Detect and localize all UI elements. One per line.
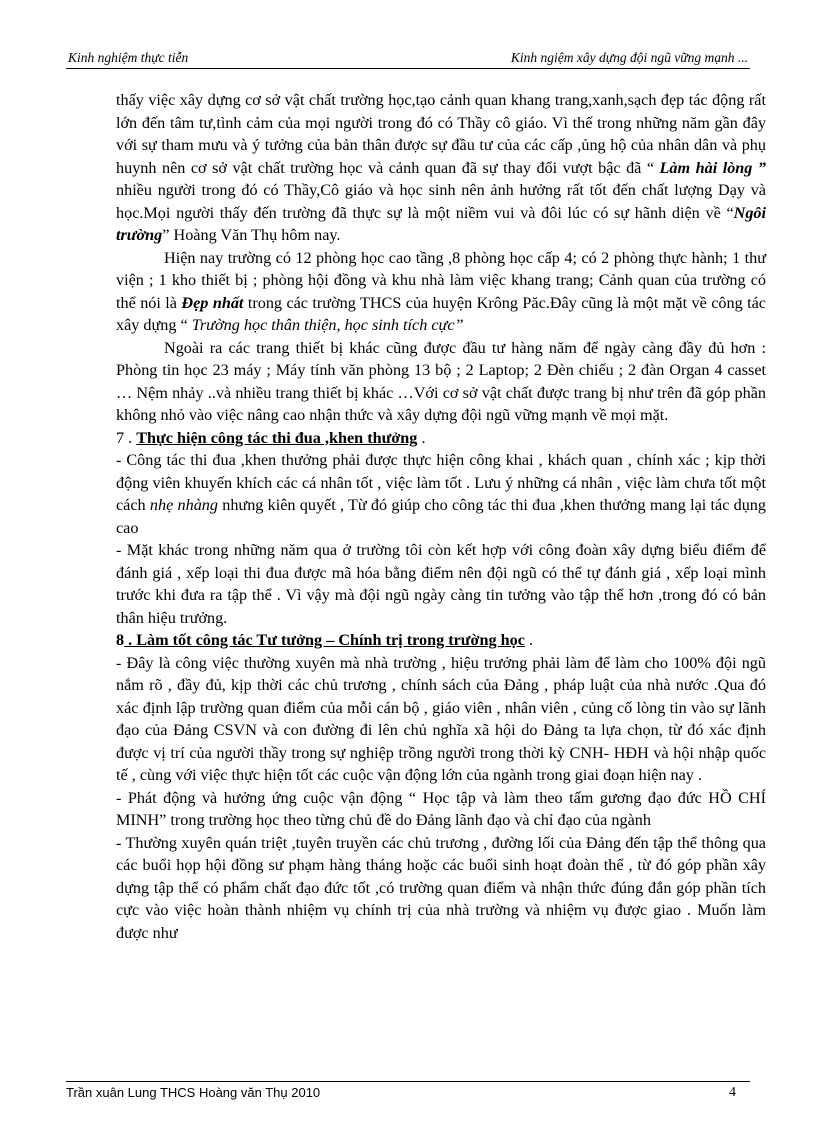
text-run: thấy việc xây dựng cơ sở vật chất trường học,tạo cảnh quan khang trang,xanh,sạch đẹp tác động rất lớn đến tâm tư,tình cảm của mọi người trong đó có Thầy cô giáo. Vì thế trong những năm gần đây với sự tham mưu và ý tưởng của bản thân được sự đầu tư của các cấp ,ủng hộ của nhân dân và phụ huynh nên cơ sở vật chất trường học và cảnh quan đã sự thay đổi vượt bậc đã “ <box>116 91 766 177</box>
paragraph <box>116 247 766 337</box>
paragraph <box>116 89 766 247</box>
text-run: nhiều người trong đó có Thầy,Cô giáo và học sinh nên ảnh hưởng rất tốt đến chất lượng Dạy và học.Mọi người thấy đến trường đã thực sự là một niềm vui và đôi lúc có sự hãnh diện về “ <box>116 181 766 222</box>
header-right-text: Kinh ngiệm xây dựng đội ngũ vững mạnh ... <box>510 50 748 65</box>
paragraph: - Phát động và hưởng ứng cuộc vận động “ Học tập và làm theo tấm gương đạo đức HỒ CHÍ MINH” trong trường học theo từng chủ đề do Đảng lãnh đạo và chỉ đạo của ngành <box>116 788 766 829</box>
paragraph: - Mặt khác trong những năm qua ở trường tôi còn kết hợp với công đoàn xây dựng biểu điểm để đánh giá , xếp loại thi đua được mã hóa bằng điểm nên đội ngũ có thể tự đánh giá , xếp loại mình trước khi đưa ra tập thể . Vì vậy mà đội ngũ ngày càng tin tưởng vào tập thể hơn ,trong đó có bản thân hiệu trưởng. <box>116 541 766 627</box>
emphasis-text: Làm hài lòng ” <box>654 158 766 177</box>
page-header <box>66 48 750 69</box>
text-run: - Công tác thi đua ,khen thưởng phải được thực hiện công khai , khách quan , chính xác ; kịp thời động viên khuyến khích các cá nhân tốt , việc làm tốt . Lưu ý những cá nhân , việc làm chưa tốt một cách <box>116 451 766 514</box>
heading-title: . Làm tốt công tác Tư tưởng – Chính trị trong trường học <box>124 631 525 649</box>
page-number: 4 <box>729 1085 736 1100</box>
footer-author: Trần xuân Lung THCS Hoàng văn Thụ 2010 <box>66 1085 321 1100</box>
header-left-text: Kinh nghiệm thực tiễn <box>68 50 189 65</box>
text-run: trong các trường THCS của huyện Krông Păc.Đây cũng là một mặt về công tác xây dựng “ <box>116 293 766 334</box>
text-run: nhưng kiên quyết , Từ đó giúp cho công tác thi đua ,khen thưởng mang lại tác dụng cao <box>116 496 766 537</box>
text-run: Hiện nay trường có 12 phòng học cao tầng ,8 phòng học cấp 4; có 2 phòng thực hành; 1 thư viện ; 1 kho thiết bị ; phòng hội đồng và khu nhà làm việc khang trang; Cảnh quan của trường có thể nói là <box>116 248 766 312</box>
section-heading-8 <box>116 629 766 652</box>
paragraph: - Đây là công việc thường xuyên mà nhà trường , hiệu trưởng phải làm để làm cho 100% đội ngũ nắm rõ , đầy đủ, kịp thời các chủ trương , chính sách của Đảng , pháp luật của nhà nước .Qua đó xác định lập trường quan điểm của mỗi cán bộ , giáo viên , nhân viên , củng cố lòng tin vào sự lãnh đạo của Đảng CSVN và con đường đi lên chủ nghĩa xã hội do Đảng ta lựa chọn, từ đó xác định được vị trí của người thầy trong sự nghiệp trồng người trong thời kỳ CNH- HĐH và hội nhập quốc tế , cùng với việc thực hiện tốt các cuộc vận động lớn của ngành trong giai đoạn hiện nay . <box>116 653 766 784</box>
emphasis-text: Đẹp nhất <box>181 293 244 312</box>
heading-number: 7 . <box>116 428 137 447</box>
heading-end: . <box>417 428 426 447</box>
paragraph <box>116 449 766 539</box>
text-run: ” Hoàng Văn Thụ hôm nay. <box>162 226 341 244</box>
page-footer <box>66 1081 750 1100</box>
heading-end: . <box>524 631 533 649</box>
italic-text: nhẹ nhàng <box>149 496 218 514</box>
document-body <box>116 89 766 944</box>
heading-title: Thực hiện công tác thi đua ,khen thưởng <box>136 428 418 447</box>
paragraph: Ngoài ra các trang thiết bị khác cũng được đầu tư hàng năm để ngày càng đầy đủ hơn : Phòng tin học 23 máy ; Máy tính văn phòng 13 bộ ; 2 Laptop; 2 Đèn chiếu ; 2 đàn Organ 4 casset … Nệm nhảy ..và nhiều trang thiết bị khác …Với cơ sở vật chất được trang bị như trên đã góp phần không nhỏ vào việc nâng cao nhận thức và xây dựng đội ngũ vững mạnh về mọi mặt. <box>116 338 766 424</box>
heading-number: 8 <box>116 631 125 649</box>
paragraph: - Thường xuyên quán triệt ,tuyên truyền các chủ trương , đường lối của Đảng đến tập thể thông qua các buổi họp hội đồng sư phạm hàng tháng hoặc các buổi sinh hoạt đoàn thể , từ đó góp phần xây dựng tập thể có phẩm chất đạo đức tốt ,có trường quan điểm và nhận thức đúng đắn góp phần tích cực vào việc hoàn thành nhiệm vụ chính trị của nhà trường và nhiệm vụ được giao . Muốn làm được như <box>116 833 766 942</box>
italic-text: Trường học thân thiện, học sinh tích cực” <box>191 316 464 334</box>
emphasis-text: Ngôi trường <box>116 203 766 244</box>
section-heading-7 <box>116 427 766 450</box>
